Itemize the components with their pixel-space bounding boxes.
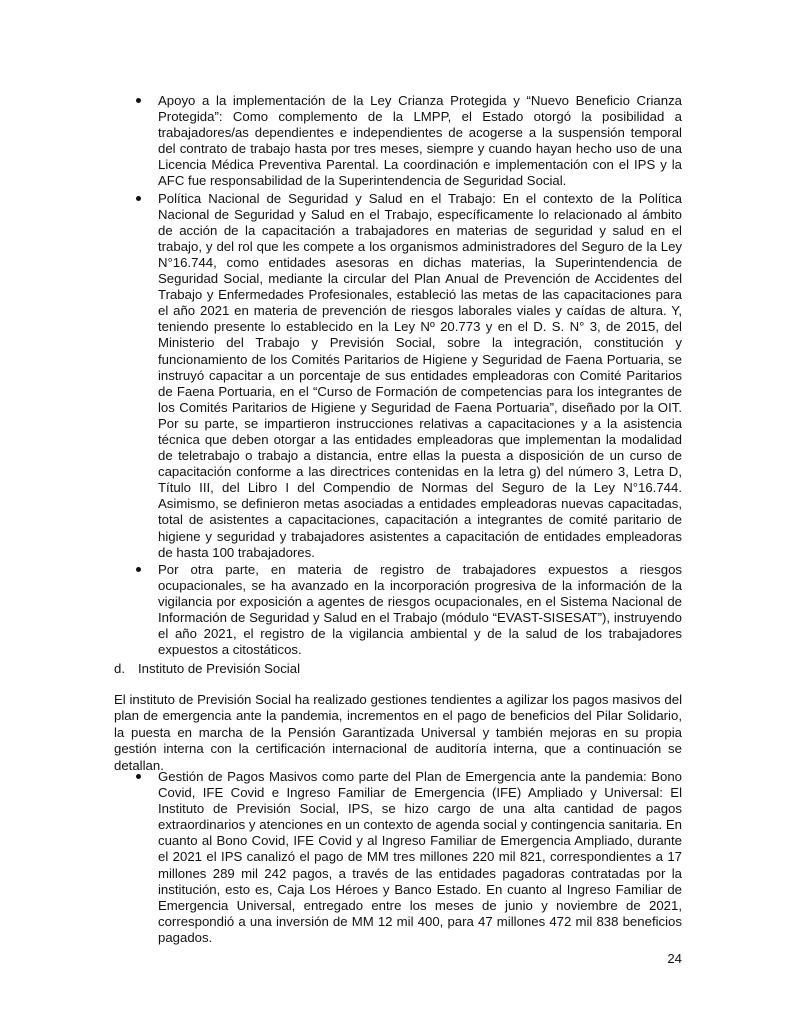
bullet-list-top [136,93,682,659]
page-number: 24 [667,951,682,966]
bullet-list-bottom [136,769,682,947]
bullet-text: Gestión de Pagos Masivos como parte del Plan de Emergencia ante la pandemia: Bono Covid, IFE Covid e Ingreso Familiar de Emergencia (IFE) Ampliado y Universal: El Instituto de Previsión Social, IPS, se hizo cargo de una alta cantidad de pagos extraordinarios y atenciones en un contexto de agenda social y contingencia sanitaria. En cuanto al Bono Covid, IFE Covid y al Ingreso Familiar de Emergencia Ampliado, durante el 2021 el IPS canalizó el pago de MM tres millones 220 mil 821, correspondientes a 17 millones 289 mil 242 pagos, a través de las entidades pagadoras contratadas por la institución, esto es, Caja Los Héroes y Banco Estado. En cuanto al Ingreso Familiar de Emergencia Universal, entregado entre los meses de junio y noviembre de 2021, correspondió a una inversión de MM 12 mil 400, para 47 millones 472 mil 838 beneficios pagados. [158,769,682,945]
bullet-item [136,93,682,190]
bullet-text: Política Nacional de Seguridad y Salud en el Trabajo: En el contexto de la Política Nacional de Seguridad y Salud en el Trabajo, específicamente lo relacionado al ámbito de acción de la capacitación a trabajadores en materias de seguridad y salud en el trabajo, y del rol que les compete a los organismos administradores del Seguro de la Ley N°16.744, como entidades asesoras en dichas materias, la Superintendencia de Seguridad Social, mediante la circular del Plan Anual de Prevención de Accidentes del Trabajo y Enfermedades Profesionales, estableció las metas de las capacitaciones para el año 2021 en materia de prevención de riesgos laborales viales y caídas de altura. Y, teniendo presente lo establecido en la Ley Nº 20.773 y en el D. S. N° 3, de 2015, del Ministerio del Trabajo y Previsión Social, sobre la integración, constitución y funcionamiento de los Comités Paritarios de Higiene y Seguridad de Faena Portuaria, se instruyó capacitar a un porcentaje de sus entidades empleadoras con Comité Paritarios de Faena Portuaria, en el “Curso de Formación de competencias para los integrantes de los Comités Paritarios de Higiene y Seguridad de Faena Portuaria”, diseñado por la OIT. Por su parte, se impartieron instrucciones relativas a capacitaciones y a la asistencia técnica que deben otorgar a las entidades empleadoras que implementan la modalidad de teletrabajo o trabajo a distancia, entre ellas la puesta a disposición de un curso de capacitación conforme a las directrices contenidas en la letra g) del número 3, Letra D, Título III, del Libro I del Compendio de Normas del Seguro de la Ley N°16.744. Asimismo, se definieron metas asociadas a entidades empleadoras nuevas capacitadas, total de asistentes a capacitaciones, capacitación a integrantes de comité paritario de higiene y seguridad y trabajadores asistentes a capacitación de entidades empleadoras de hasta 100 trabajadores. [158,190,682,560]
bullet-text: Por otra parte, en materia de registro de trabajadores expuestos a riesgos ocupacionales, se ha avanzado en la incorporación progresiva de la información de la vigilancia por exposición a agentes de riesgos ocupacionales, en el Sistema Nacional de Información de Seguridad y Salud en el Trabajo (módulo “EVAST-SISESAT”), instruyendo el año 2021, el registro de la vigilancia ambiental y de la salud de los trabajadores expuestos a citostáticos. [158,561,682,658]
section-title: Instituto de Previsión Social [138,661,300,676]
section-heading [114,661,300,677]
bullet-item [136,191,682,561]
bullet-dot-icon [136,567,141,572]
bullet-text: Apoyo a la implementación de la Ley Crianza Protegida y “Nuevo Beneficio Crianza Protegida”: Como complemento de la LMPP, el Estado otorgó la posibilidad a trabajadores/as dependientes e independientes de acogerse a la suspensión temporal del contrato de trabajo hasta por tres meses, siempre y cuando hayan hecho uso de una Licencia Médica Preventiva Parental. La coordinación e implementación con el IPS y la AFC fue responsabilidad de la Superintendencia de Seguridad Social. [158,93,682,189]
bullet-dot-icon [136,98,141,103]
bullet-dot-icon [136,774,141,779]
section-letter: d. [114,661,125,676]
bullet-item [136,562,682,659]
bullet-dot-icon [136,196,141,201]
bullet-item [136,769,682,946]
section-intro-paragraph: El instituto de Previsión Social ha realizado gestiones tendientes a agilizar los pagos masivos del plan de emergencia ante la pandemia, incrementos en el pago de beneficios del Pilar Solidario, la puesta en marcha de la Pensión Garantizada Universal y también mejoras en su propia gestión interna con la certificación internacional de auditoría interna, que a continuación se detallan. [114,692,682,773]
